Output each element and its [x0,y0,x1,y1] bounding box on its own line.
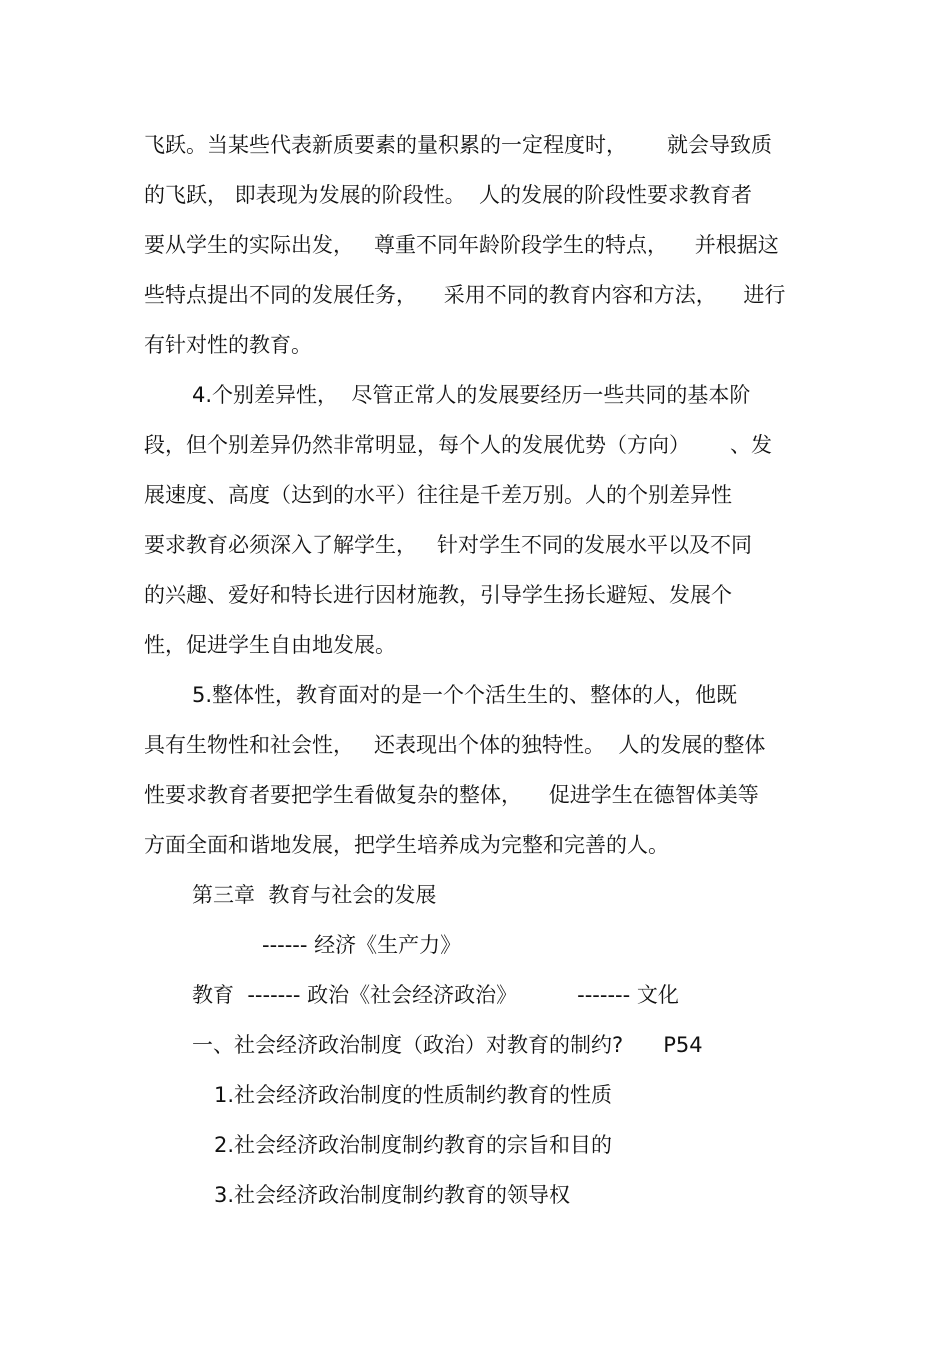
text-line-11: 性，促进学生自由地发展。 [144,633,396,657]
text-line-6: 4.个别差异性， 尽管正常人的发展要经历一些共同的基本阶 [192,383,751,407]
text-line-8: 展速度、高度（达到的水平）往往是千差万别。人的个别差异性 [144,483,732,507]
text-line-3: 要从学生的实际出发， 尊重不同年龄阶段学生的特点， 并根据这 [144,233,779,257]
text-line-2: 的飞跃， 即表现为发展的阶段性。 人的发展的阶段性要求教育者 [144,183,753,207]
diagram-line-politics-culture: 教育 ------- 政治《社会经济政治》 ------- 文化 [192,983,679,1007]
chapter-heading: 第三章 教育与社会的发展 [192,883,437,907]
text-line-9: 要求教育必须深入了解学生， 针对学生不同的发展水平以及不同 [144,533,753,557]
text-line-15: 方面全面和谐地发展，把学生培养成为完整和完善的人。 [144,833,669,857]
section-heading: 一、社会经济政治制度（政治）对教育的制约? P54 [192,1033,703,1057]
text-line-1: 飞跃。当某些代表新质要素的量积累的一定程度时， 就会导致质 [144,133,773,157]
text-line-4: 些特点提出不同的发展任务， 采用不同的教育内容和方法， 进行 [144,283,786,307]
text-line-14: 性要求教育者要把学生看做复杂的整体， 促进学生在德智体美等 [144,783,759,807]
text-line-10: 的兴趣、爱好和特长进行因材施教，引导学生扬长避短、发展个 [144,583,732,607]
text-line-13: 具有生物性和社会性， 还表现出个体的独特性。 人的发展的整体 [144,733,766,757]
text-line-5: 有针对性的教育。 [144,333,312,357]
text-line-12: 5.整体性，教育面对的是一个个活生生的、整体的人，他既 [192,683,738,707]
text-line-7: 段，但个别差异仍然非常明显，每个人的发展优势（方向） 、发 [144,433,773,457]
list-item-1: 1.社会经济政治制度的性质制约教育的性质 [214,1083,613,1107]
diagram-line-economy: ------ 经济《生产力》 [262,933,462,957]
list-item-3: 3.社会经济政治制度制约教育的领导权 [214,1183,571,1207]
list-item-2: 2.社会经济政治制度制约教育的宗旨和目的 [214,1133,613,1157]
